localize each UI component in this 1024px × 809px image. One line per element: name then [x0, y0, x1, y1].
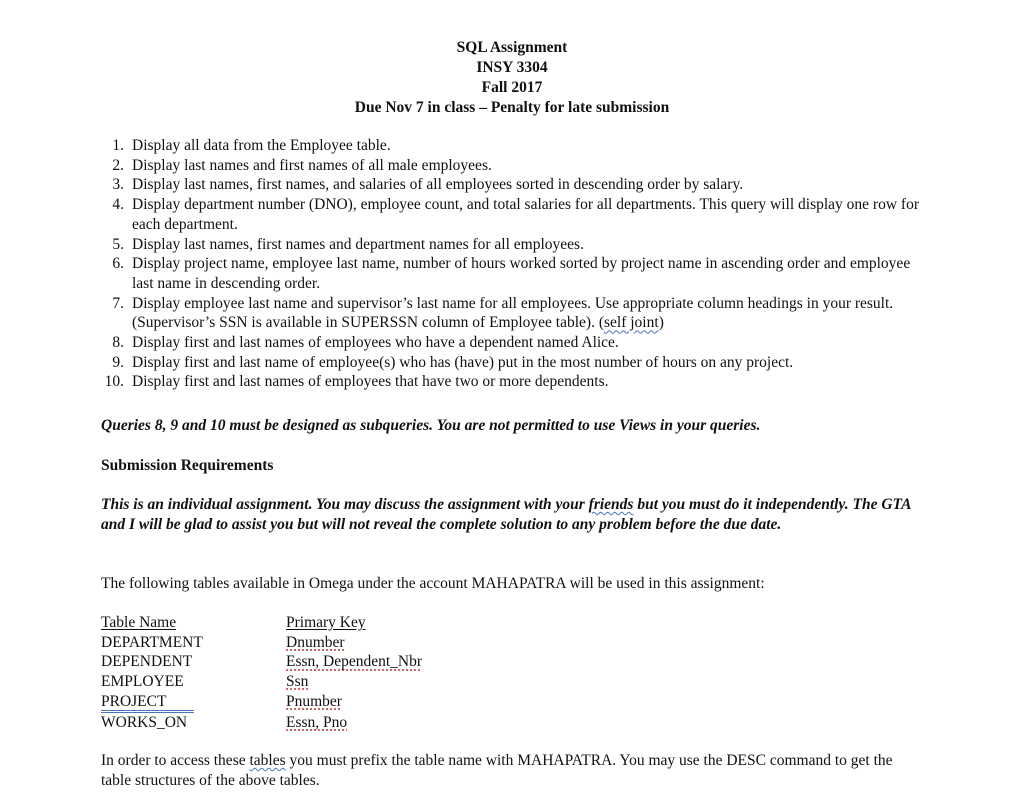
term: Fall 2017 [481, 79, 543, 96]
table-name: DEPENDENT [101, 653, 193, 671]
table-name: WORKS_ON [101, 713, 188, 731]
document-header [0, 38, 1024, 118]
query-text: Display employee last name and supervisor’s last name for all employees. Use appropriate column headings in your result. (Supervisor’s SSN is available in SUPERSSN column of Employee table). ( [132, 294, 894, 332]
list-item: 3. Display last names, first names, and salaries of all employees sorted in descending order by salary. [112, 176, 744, 194]
tables-intro: The following tables available in Omega under the account MAHAPATRA will be used in this assignment: [101, 575, 765, 592]
query-text: Display last names, first names and department names for all employees. [132, 235, 584, 253]
submission-text: This is an individual assignment. You may discuss the assignment with your friends but you must do it independently. The GTA and I will be glad to assist you but will not reveal the complete solution to any problem before the due date. [101, 496, 911, 533]
primary-key: Essn, Pno [286, 713, 348, 731]
table-row [101, 713, 601, 733]
query-text-after: ) [658, 314, 664, 332]
table-name: PROJECT [101, 694, 194, 713]
closing-text: In order to access these tables you must prefix the table name with MAHAPATRA. You may use the DESC command to get the table structures of the above tables. [101, 752, 893, 789]
list-item: 9. Display first and last name of employee(s) who has (have) put in the most number of hours on any project. [112, 353, 794, 371]
list-item: 6. Display project name, employee last name, number of hours worked sorted by project name in ascending order and employee last name in descending order. [112, 255, 911, 292]
table-row [101, 633, 601, 653]
self-joint-link[interactable]: self joint [604, 314, 659, 332]
table-row [101, 652, 601, 672]
list-item: 10. Display first and last names of employees that have two or more dependents. [104, 373, 609, 391]
table-row [101, 672, 601, 692]
tables-list [101, 613, 601, 733]
table-row [101, 692, 601, 713]
list-item: 8. Display first and last names of employees who have a dependent named Alice. [112, 334, 619, 352]
query-text: Display first and last names of employees who have a dependent named Alice. [132, 334, 619, 352]
friends-link[interactable]: friends [588, 496, 634, 513]
query-text: Display department number (DNO), employee count, and total salaries for all departments. This query will display one row for each department. [132, 196, 919, 233]
query-text: Display first and last name of employee(s) who has (have) put in the most number of hours on any project. [132, 353, 794, 371]
submission-heading: Submission Requirements [101, 457, 274, 474]
primary-key: Essn, Dependent_Nbr [286, 653, 423, 671]
list-item: 1. Display all data from the Employee table. [112, 137, 391, 154]
tables-link[interactable]: tables [249, 752, 286, 769]
query-text: Display last names and first names of all male employees. [132, 156, 492, 174]
due-date: Due Nov 7 in class – Penalty for late submission [354, 99, 670, 116]
query-text: Display project name, employee last name, number of hours worked sorted by project name in ascending order and employee last name in descending order. [132, 255, 911, 292]
table-name: EMPLOYEE [101, 673, 184, 691]
primary-key: Dnumber [286, 633, 345, 651]
primary-key: Pnumber [286, 692, 342, 710]
assignment-title: SQL Assignment [456, 39, 568, 56]
primary-key-header: Primary Key [286, 614, 366, 631]
query-list [100, 136, 930, 392]
list-item: 5. Display last names, first names and department names for all employees. [112, 235, 584, 253]
table-name-header: Table Name [101, 614, 177, 631]
query-text: Display first and last names of employees that have two or more dependents. [132, 373, 609, 391]
query-text: Display last names, first names, and salaries of all employees sorted in descending order by salary. [132, 176, 744, 194]
list-item: 2. Display last names and first names of all male employees. [112, 156, 492, 174]
primary-key: Ssn [286, 673, 309, 691]
table-header-row [101, 613, 601, 633]
query-text: Display all data from the Employee table. [132, 137, 391, 154]
list-item: 7. Display employee last name and supervisor’s last name for all employees. Use appropriate column headings in your result. (Supervisor’s SSN is available in SUPERSSN column of Employee table). (self joint) [112, 294, 894, 332]
list-item: 4. Display department number (DNO), employee count, and total salaries for all departments. This query will display one row for each department. [112, 196, 919, 233]
course-code: INSY 3304 [476, 59, 548, 76]
table-name: DEPARTMENT [101, 633, 203, 651]
subquery-note: Queries 8, 9 and 10 must be designed as subqueries. You are not permitted to use Views in your queries. [101, 417, 761, 434]
